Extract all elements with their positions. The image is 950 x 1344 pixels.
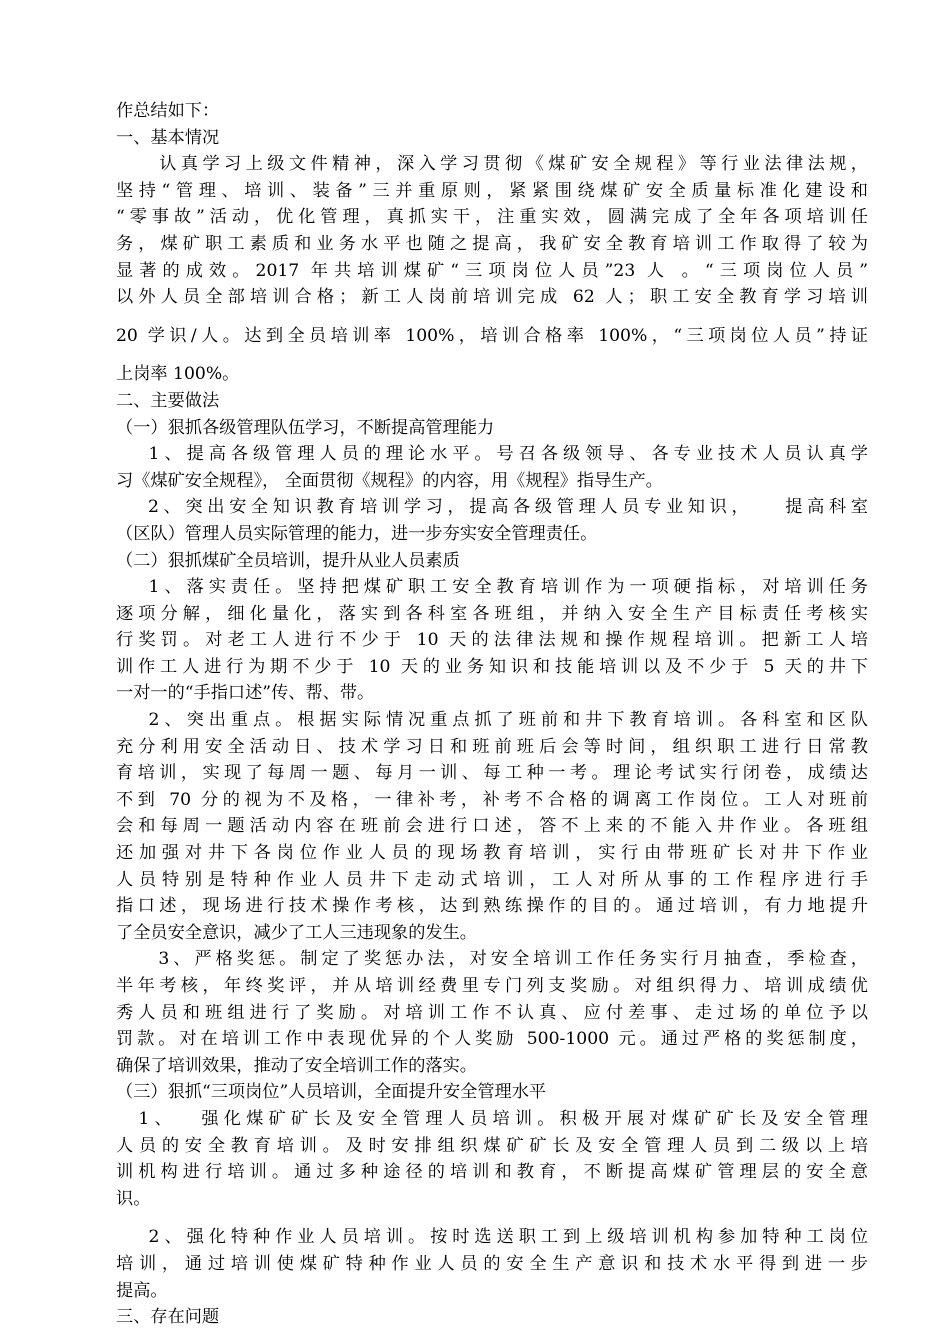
text-line: 了全员安全意识，减少了工人三违现象的发生。: [116, 922, 477, 943]
text-line: 充分利用安全活动日、技术学习日和班前班后会等时间，组织职工进行日常教: [116, 736, 868, 757]
text-line: 1、 强化煤矿矿长及安全管理人员培训。积极开展对煤矿矿长及安全管理: [116, 1108, 868, 1129]
text-line: 人员的安全教育培训。及时安排组织煤矿矿长及安全管理人员到二级以上培: [116, 1135, 868, 1156]
text-line: 半年考核，年终奖评，并从培训经费里专门列支奖励。对组织得力、培训成绩优: [116, 976, 868, 996]
text-line: 2、突出重点。根据实际情况重点抓了班前和井下教育培训。各科室和区队: [116, 710, 868, 731]
text-line: 作总结如下：: [116, 101, 220, 121]
text-line: 逐项分解，细化量化，落实到各科室各班组，并纳入安全生产目标责任考核实: [116, 603, 868, 624]
text-line: 认真学习上级文件精神，深入学习贯彻《煤矿安全规程》等行业法律法规，: [116, 154, 868, 175]
text-line: “零事故”活动，优化管理，真抓实干，注重实效，圆满完成了全年各项培训任: [116, 207, 868, 228]
text-line: 务，煤矿职工素质和业务水平也随之提高，我矿安全教育培训工作取得了较为: [116, 233, 868, 254]
section-heading: 三、存在问题: [116, 1307, 220, 1328]
text-line: 3、严格奖惩。制定了奖惩办法，对安全培训工作任务实行月抽查，季检查，: [116, 949, 868, 970]
text-line: 一对一的“手指口述”传、帮、带。: [116, 683, 375, 704]
text-line: 提高。: [116, 1280, 168, 1301]
subsection-heading: （二）狠抓煤矿全员培训，提升从业人员素质: [116, 550, 460, 571]
text-line: 会和每周一题活动内容在班前会进行口述，答不上来的不能入井作业。各班组: [116, 816, 868, 837]
section-heading: 二、主要做法: [116, 390, 220, 411]
subsection-heading: （三）狠抓“三项岗位”人员培训，全面提升安全管理水平: [116, 1082, 547, 1103]
text-line: 显著的成效。2017 年共培训煤矿“三项岗位人员”23 人 。“三项岗位人员”: [116, 260, 868, 281]
section-heading: 一、基本情况: [116, 127, 220, 148]
text-line: 20 学识/人。达到全员培训率 100%，培训合格率 100%，“三项岗位人员”持证: [116, 325, 868, 346]
document-page: [116, 98, 868, 1331]
text-line: 秀人员和班组进行了奖励。对培训工作不认真、应付差事、走过场的单位予以: [116, 1002, 868, 1023]
text-line: 人员特别是特种作业人员井下走动式培训，工人对所从事的工作程序进行手: [116, 869, 868, 890]
text-line: 1、落实责任。坚持把煤矿职工安全教育培训作为一项硬指标，对培训任务: [116, 577, 868, 598]
text-line: 训机构进行培训。通过多种途径的培训和教育，不断提高煤矿管理层的安全意: [116, 1162, 868, 1183]
text-line: 育培训，实现了每周一题、每月一训、每工种一考。理论考试实行闭卷，成绩达: [116, 763, 868, 784]
text-line: 训作工人进行为期不少于 10 天的业务知识和技能培训以及不少于 5 天的井下: [116, 656, 868, 677]
text-line: 指口述，现场进行技术操作考核，达到熟练操作的目的。通过培训，有力地提升: [116, 896, 868, 917]
text-line: 坚持“管理、培训、装备”三并重原则，紧紧围绕煤矿安全质量标准化建设和: [116, 180, 868, 201]
subsection-heading: （一）狠抓各级管理队伍学习，不断提高管理能力: [116, 417, 495, 438]
text-line: 识。: [116, 1188, 151, 1209]
text-line: 确保了培训效果，推动了安全培训工作的落实。: [116, 1055, 477, 1076]
text-line: 2、突出安全知识教育培训学习，提高各级管理人员专业知识， 提高科室: [116, 497, 868, 518]
text-line: 培训，通过培训使煤矿特种作业人员的安全生产意识和技术水平得到进一步: [116, 1253, 868, 1274]
text-line: 还加强对井下各岗位作业人员的现场教育培训，实行由带班矿长对井下作业: [116, 843, 868, 864]
text-line: 上岗率 100%。: [116, 364, 240, 385]
text-line: 以外人员全部培训合格；新工人岗前培训完成 62 人；职工安全教育学习培训: [116, 287, 868, 308]
text-line: 习《煤矿安全规程》， 全面贯彻《规程》的内容，用《规程》指导生产。: [116, 470, 663, 491]
text-line: 1、提高各级管理人员的理论水平。号召各级领导、各专业技术人员认真学: [116, 444, 868, 465]
text-line: 行奖罚。对老工人进行不少于 10 天的法律法规和操作规程培训。把新工人培: [116, 630, 868, 651]
text-line: 不到 70 分的视为不及格，一律补考，补考不合格的调离工作岗位。工人对班前: [116, 789, 868, 810]
text-line: （区队）管理人员实际管理的能力，进一步夯实安全管理责任。: [116, 523, 598, 544]
text-line: 罚款。对在培训工作中表现优异的个人奖励 500-1000 元。通过严格的奖惩制度，: [116, 1029, 868, 1050]
text-line: 2、强化特种作业人员培训。按时选送职工到上级培训机构参加特种工岗位: [116, 1227, 868, 1248]
